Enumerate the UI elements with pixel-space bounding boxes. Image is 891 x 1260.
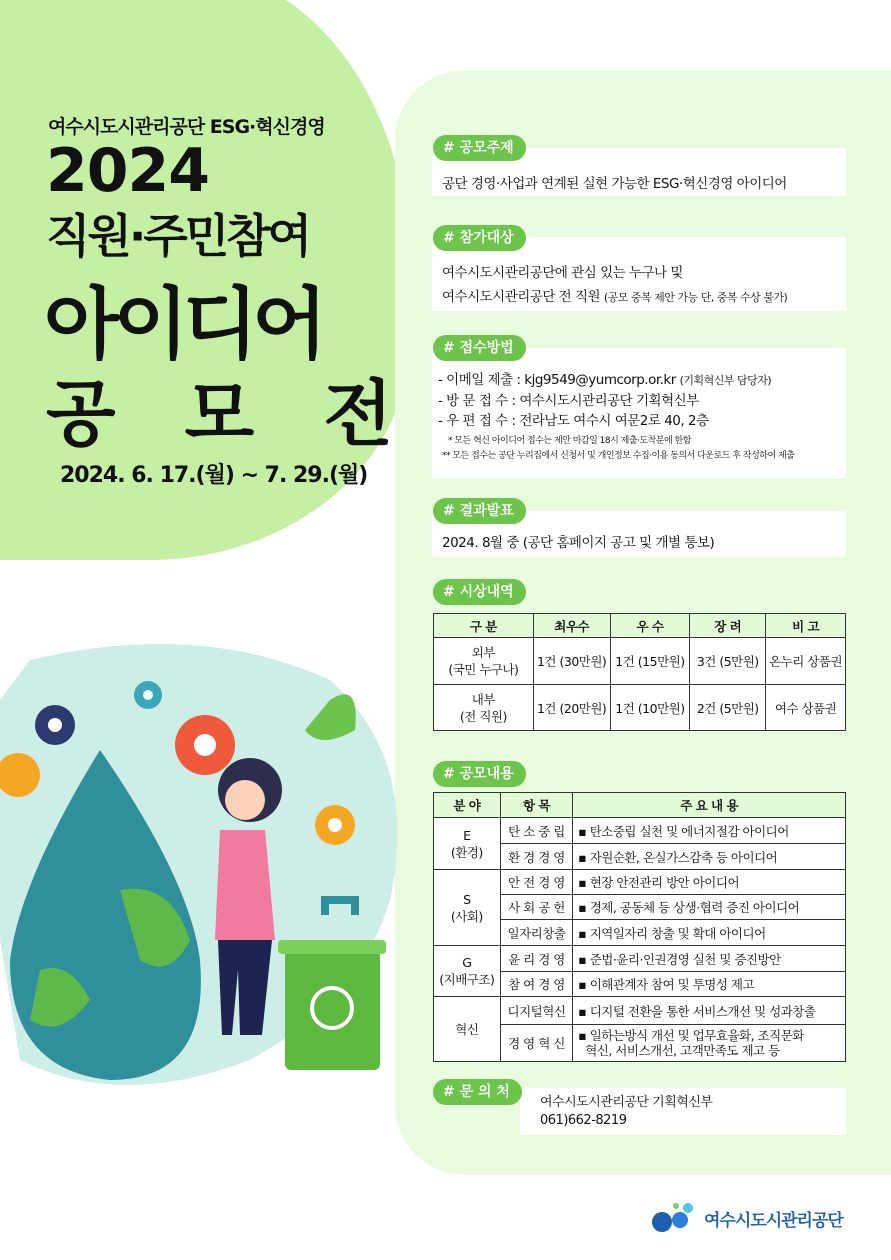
description-cell: ▪ 이해관계자 참여 및 투명성 제고	[573, 972, 846, 997]
contest-period: 2024. 6. 17.(월) ~ 7. 29.(월)	[60, 463, 368, 488]
awards-cell: 1건 (20만원)	[533, 685, 610, 731]
poster-year: 2024	[46, 136, 209, 206]
field-cell: E (환경)	[434, 818, 501, 870]
eligibility-line1: 여수시도시관리공단에 관심 있는 누구나 및	[442, 265, 683, 281]
awards-cell: 1건 (10만원)	[610, 685, 690, 731]
submission-mail: - 우 편 접 수 : 전라남도 여수시 여문2로 40, 2층	[438, 413, 709, 429]
table-row	[434, 638, 846, 685]
contents-header: 주 요 내 용	[573, 793, 846, 818]
topic-text: 공단 경영·사업과 연계된 실현 가능한 ESG·혁신경영 아이디어	[442, 176, 787, 192]
submission-visit: - 방 문 접 수 : 여수시도시관리공단 기획혁신부	[438, 393, 699, 409]
result-text: 2024. 8월 중 (공단 홈페이지 공고 및 개별 통보)	[442, 535, 715, 551]
field-cell: S (사회)	[434, 870, 501, 946]
awards-header: 구 분	[434, 614, 534, 638]
description-cell: ▪ 자원순환, 온실가스감축 등 아이디어	[573, 844, 846, 870]
table-row	[434, 946, 846, 972]
table-row	[434, 818, 846, 844]
contact-dept: 여수시도시관리공단 기획혁신부	[540, 1095, 713, 1110]
table-row	[434, 870, 846, 895]
item-cell: 탄 소 중 립	[500, 818, 573, 844]
item-cell: 일자리창출	[500, 920, 573, 946]
poster-title-line1: 직원·주민참여	[46, 209, 310, 263]
item-cell: 사 회 공 헌	[500, 895, 573, 920]
item-cell: 윤 리 경 영	[500, 946, 573, 972]
contents-header: 항 목	[500, 793, 573, 818]
table-row	[434, 685, 846, 731]
eco-illustration	[0, 640, 430, 1110]
awards-cell: 1건 (15만원)	[610, 638, 690, 685]
awards-cell: 여수 상품권	[766, 685, 846, 731]
contact-phone: 061)662-8219	[540, 1113, 627, 1128]
logo-mark-icon	[650, 1200, 698, 1236]
field-cell: G (지배구조)	[434, 946, 501, 997]
eligibility-note: (공모 중복 제안 가능 단, 중복 수상 불가)	[603, 291, 788, 304]
section-tag-eligibility: # 참가대상	[433, 225, 526, 251]
contents-header: 분 야	[434, 793, 501, 818]
submission-note2: ** 모든 접수는 공단 누리집에서 신청서 및 개인정보 수집·이용 동의서 다운로드 후 작성하여 제출	[442, 451, 795, 461]
organization-logo	[650, 1200, 843, 1236]
contents-table	[433, 792, 846, 1062]
logo-text: 여수시도시관리공단	[704, 1210, 843, 1231]
description-cell: ▪ 지역일자리 창출 및 확대 아이디어	[573, 920, 846, 946]
awards-header: 최우수	[533, 614, 610, 638]
section-tag-contact: # 문 의 처	[433, 1079, 522, 1105]
awards-header: 우 수	[610, 614, 690, 638]
section-tag-awards: # 시상내역	[433, 579, 526, 605]
field-cell: 혁신	[434, 997, 501, 1062]
poster-subtitle: 여수시도시관리공단 ESG·혁신경영	[48, 116, 325, 138]
awards-cell: 3건 (5만원)	[690, 638, 766, 685]
section-tag-result: # 결과발표	[433, 498, 526, 524]
description-cell: ▪ 디지털 전환을 통한 서비스개선 및 성과창출	[573, 997, 846, 1025]
poster-title-line3: 공 모 전	[46, 372, 415, 456]
awards-table	[433, 613, 846, 731]
item-cell: 환 경 경 영	[500, 844, 573, 870]
awards-header: 비 고	[766, 614, 846, 638]
awards-header: 장 려	[690, 614, 766, 638]
item-cell: 참 여 경 영	[500, 972, 573, 997]
eligibility-line2: 여수시도시관리공단 전 직원	[442, 289, 601, 305]
section-tag-submission: # 접수방법	[433, 335, 526, 361]
submission-email: - 이메일 제출 : kjg9549@yumcorp.or.kr	[438, 372, 676, 388]
description-cell: ▪ 탄소중립 실천 및 에너지절감 아이디어	[573, 818, 846, 844]
table-row	[434, 997, 846, 1025]
item-cell: 디지털혁신	[500, 997, 573, 1025]
description-cell: ▪ 경제, 공동체 등 상생·협력 증진 아이디어	[573, 895, 846, 920]
poster-title-line2: 아이디어	[44, 280, 322, 370]
description-cell: ▪ 준법·윤리·인권경영 실천 및 증진방안	[573, 946, 846, 972]
section-tag-topic: # 공모주제	[433, 135, 526, 161]
section-tag-contents: # 공모내용	[433, 761, 526, 787]
awards-cell: 1건 (30만원)	[533, 638, 610, 685]
description-cell: ▪ 현장 안전관리 방안 아이디어	[573, 870, 846, 895]
contact-box	[520, 1088, 846, 1135]
girl-shirt	[215, 830, 275, 940]
item-cell: 안 전 경 영	[500, 870, 573, 895]
awards-cell: 내부 (전 직원)	[434, 685, 534, 731]
submission-box	[432, 348, 846, 478]
item-cell: 경 영 혁 신	[500, 1025, 573, 1062]
awards-cell: 2건 (5만원)	[690, 685, 766, 731]
awards-cell: 온누리 상품권	[766, 638, 846, 685]
submission-email-note: (기획혁신부 담당자)	[679, 374, 772, 387]
awards-cell: 외부 (국민 누구나)	[434, 638, 534, 685]
submission-note1: * 모든 혁신 아이디어 접수는 제안 마감일 18시 제출·도착분에 한함	[448, 436, 691, 446]
description-cell: ▪ 일하는방식 개선 및 업무효율화, 조직문화 혁신, 서비스개선, 고객만족도 제고 등	[573, 1025, 846, 1062]
recycle-bin-icon	[285, 950, 380, 1070]
